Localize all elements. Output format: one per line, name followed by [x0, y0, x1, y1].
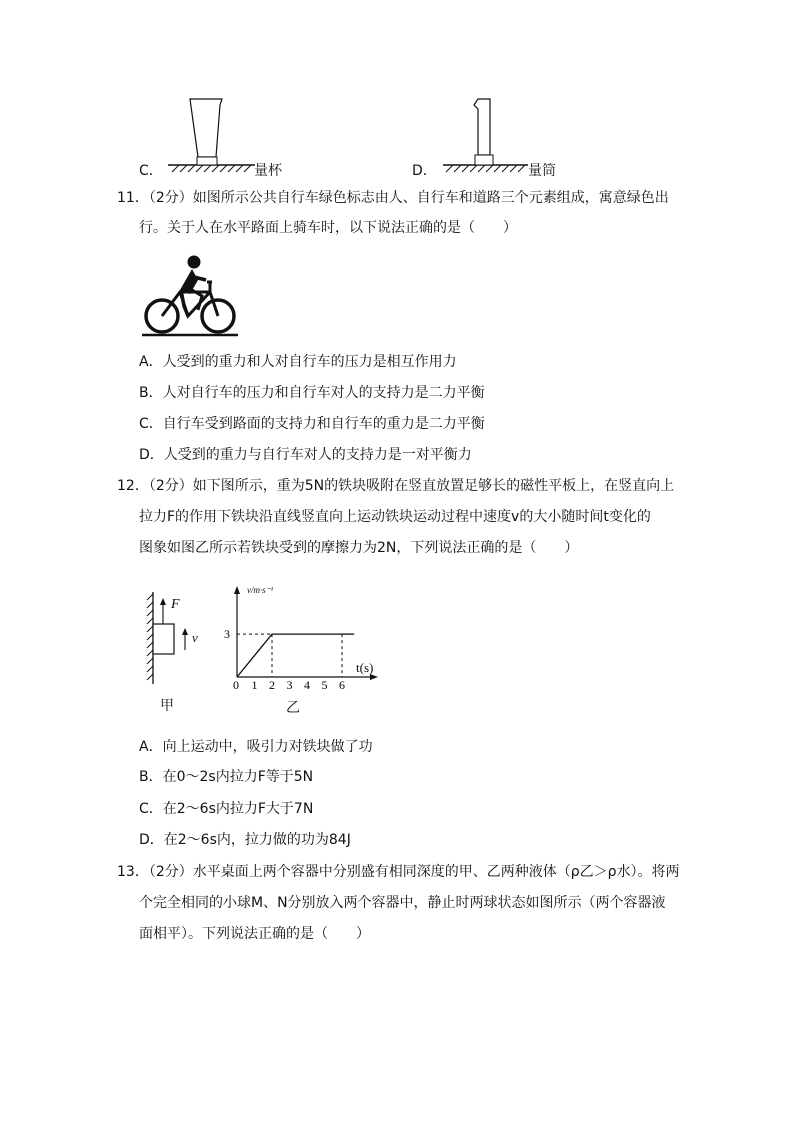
figure-measuring-cylinder	[438, 95, 538, 180]
bicycle-figure	[140, 250, 242, 338]
q12-stem-line1: 12．（2分）如下图所示，重为5N的铁块吸附在竖直放置足够长的磁性平板上，在竖直向上	[117, 478, 675, 494]
q12-option-b: B．在0～2s内拉力F等于5N	[139, 769, 314, 785]
option-d-label: 量筒	[528, 163, 556, 179]
series-line-velocity	[237, 634, 342, 677]
q12-option-c: C．在2～6s内拉力F大于7N	[139, 801, 314, 817]
q13-stem-line1: 13．（2分）水平桌面上两个容器中分别盛有相同深度的甲、乙两种液体（ρ乙＞ρ水）。将两	[117, 864, 680, 880]
x-tick-label-4: 4	[304, 678, 310, 690]
force-label-f: F	[171, 597, 180, 612]
q11-stem-line1: 11．（2分）如图所示公共自行车绿色标志由人、自行车和道路三个元素组成，寓意绿色出	[117, 190, 669, 206]
q13-stem-line3: 面相平）。下列说法正确的是（ ）	[139, 926, 370, 942]
q13-stem-line2: 个完全相同的小球M、N分别放入两个容器中，静止时两球状态如图所示（两个容器液	[139, 895, 666, 911]
origin-label: 0	[233, 678, 239, 690]
q11-option-c: C．自行车受到路面的支持力和自行车的重力是二力平衡	[139, 416, 485, 432]
option-d-letter: D．	[412, 163, 437, 179]
option-c-letter: C．	[139, 163, 163, 179]
x-tick-label-1: 1	[251, 678, 258, 690]
y-tick-label-3: 3	[224, 627, 230, 642]
x-tick-label-3: 3	[286, 678, 293, 690]
figure-yi-caption: 乙	[286, 700, 300, 716]
q11-option-b: B．人对自行车的压力和自行车对人的支持力是二力平衡	[139, 385, 485, 401]
q11-option-a: A．人受到的重力和人对自行车的压力是相互作用力	[139, 354, 457, 370]
chart-ylabel: v/m·s⁻¹	[247, 585, 274, 595]
y-axis-arrow	[234, 586, 240, 594]
q12-stem-line3: 图象如图乙所示若铁块受到的摩擦力为2N，下列说法正确的是（ ）	[139, 540, 579, 556]
q12-stem-line2: 拉力F的作用下铁块沿直线竖直向上运动铁块运动过程中速度v的大小随时间t变化的	[139, 509, 651, 525]
q11-option-d: D．人受到的重力与自行车对人的支持力是一对平衡力	[139, 447, 472, 463]
chart-xlabel: t(s)	[356, 660, 374, 675]
q12-option-d: D．在2～6s内，拉力做的功为84J	[139, 832, 351, 848]
velocity-label-v: v	[192, 630, 198, 645]
option-c-label: 量杯	[254, 163, 282, 179]
x-tick-label-6: 6	[339, 678, 345, 690]
q12-option-a: A．向上运动中，吸引力对铁块做了功	[139, 739, 373, 755]
x-tick-label-2: 2	[269, 678, 275, 690]
x-tick-label-5: 5	[321, 678, 328, 690]
figure-jia-caption: 甲	[160, 698, 174, 714]
q11-stem-line2: 行。关于人在水平路面上骑车时，以下说法正确的是（ ）	[139, 220, 517, 236]
